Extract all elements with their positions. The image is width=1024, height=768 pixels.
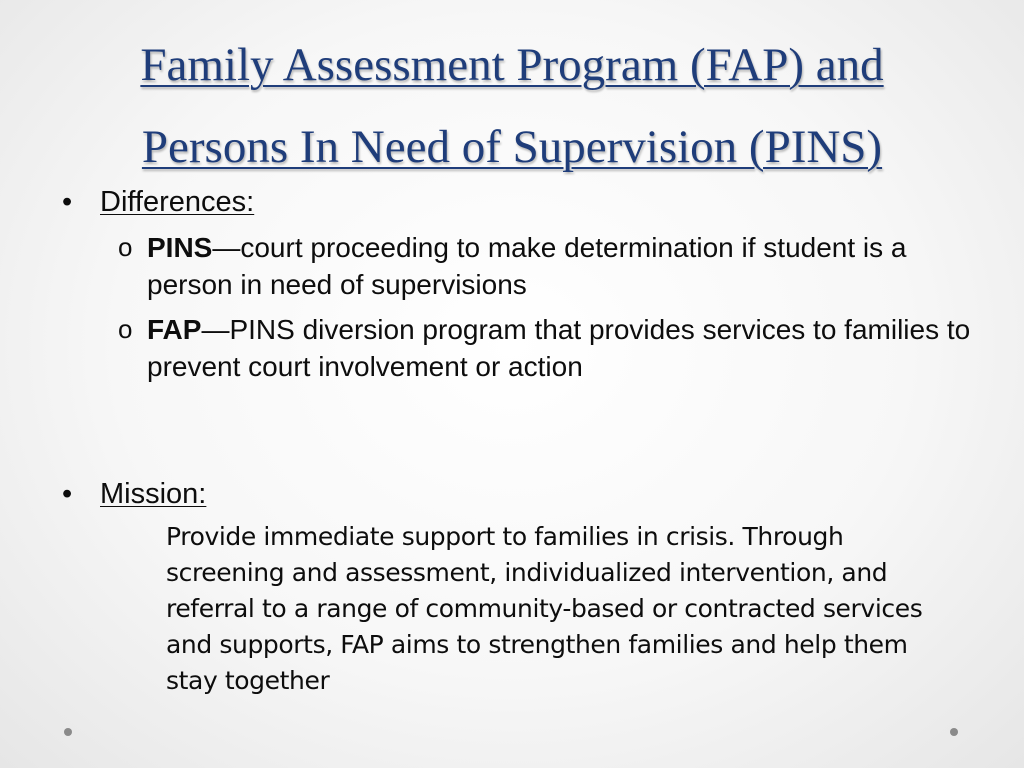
- bullet-mission: [62, 476, 206, 512]
- bullet-differences: [62, 184, 254, 220]
- sub-item-fap-text: [147, 311, 978, 385]
- sub-item-pins: [118, 229, 978, 303]
- slide-title-line-2: Persons In Need of Supervision (PINS): [141, 121, 883, 173]
- sub-bullet-icon: o: [118, 314, 133, 344]
- corner-dot-left-icon: [64, 728, 72, 736]
- mission-statement: Provide immediate support to families in crisis. Through screening and assessment, individualized intervention, and referral to a range of community-based or contracted services and supports, FAP aims to strengthen families and help them stay together: [166, 522, 923, 695]
- bullet-dot-icon: •: [62, 478, 73, 510]
- sub-item-pins-text: [147, 229, 978, 303]
- corner-dot-right-icon: [950, 728, 958, 736]
- slide-title-line-1: Family Assessment Program (FAP) and: [140, 39, 884, 91]
- sub-item-pins-term: PINS: [147, 232, 213, 263]
- sub-item-fap: [118, 311, 978, 385]
- bullet-dot-icon: •: [62, 186, 73, 218]
- bullet-label-mission: Mission:: [100, 478, 207, 510]
- sub-bullet-icon: o: [118, 232, 133, 262]
- sub-item-fap-description: —PINS diversion program that provides services to families to prevent court involvement or action: [147, 314, 971, 382]
- bullet-label-differences: Differences:: [100, 186, 255, 218]
- sub-item-pins-description: —court proceeding to make determination if student is a person in need of supervisions: [147, 232, 907, 300]
- sub-item-fap-term: FAP: [147, 314, 202, 345]
